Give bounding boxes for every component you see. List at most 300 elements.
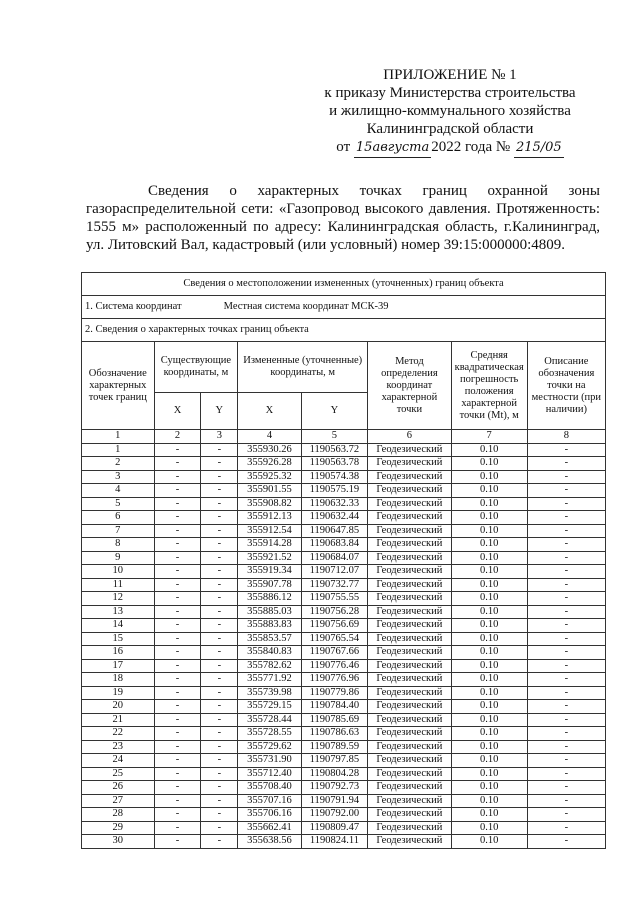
method-cell: Геодезический <box>368 781 451 795</box>
table-row <box>82 673 606 687</box>
description-cell: - <box>527 511 605 525</box>
appendix-title: ПРИЛОЖЕНИЕ № 1 <box>383 67 517 83</box>
existing-y-cell: - <box>201 700 238 714</box>
changed-x-cell: 355728.55 <box>238 727 301 741</box>
column-number: 3 <box>201 430 238 444</box>
appendix-dateline <box>300 138 600 158</box>
changed-x-cell: 355930.26 <box>238 443 301 457</box>
existing-y-cell: - <box>201 565 238 579</box>
description-cell: - <box>527 605 605 619</box>
column-number: 2 <box>154 430 201 444</box>
method-cell: Геодезический <box>368 551 451 565</box>
header-error: Средняя квадратическая погрешность положения характерной точки (Mt), м <box>451 342 527 430</box>
changed-x-cell: 355926.28 <box>238 457 301 471</box>
error-cell: 0.10 <box>451 794 527 808</box>
description-cell: - <box>527 646 605 660</box>
changed-y-cell: 1190563.72 <box>301 443 368 457</box>
error-cell: 0.10 <box>451 727 527 741</box>
error-cell: 0.10 <box>451 565 527 579</box>
existing-y-cell: - <box>201 821 238 835</box>
changed-x-cell: 355840.83 <box>238 646 301 660</box>
point-number-cell: 9 <box>82 551 155 565</box>
error-cell: 0.10 <box>451 511 527 525</box>
description-cell: - <box>527 700 605 714</box>
existing-x-cell: - <box>154 524 201 538</box>
table-row <box>82 767 606 781</box>
table-row <box>82 659 606 673</box>
changed-y-cell: 1190732.77 <box>301 578 368 592</box>
table-row <box>82 605 606 619</box>
description-cell: - <box>527 659 605 673</box>
changed-y-cell: 1190632.33 <box>301 497 368 511</box>
intro-text: Сведения о характерных точках границ охранной зоны газораспределительной сети: «Газопровод высокого давления. Протяженность: 1555 м» расположенный по адресу: Калининградская область, г.Калининград, ул. Литовский Вал, кадастровый (или условный) номер 39:15:000000:4809. <box>86 183 600 253</box>
table-row <box>82 686 606 700</box>
table-row <box>82 727 606 741</box>
changed-x-cell: 355907.78 <box>238 578 301 592</box>
method-cell: Геодезический <box>368 686 451 700</box>
existing-x-cell: - <box>154 700 201 714</box>
table-row <box>82 470 606 484</box>
table-row <box>82 497 606 511</box>
method-cell: Геодезический <box>368 767 451 781</box>
error-cell: 0.10 <box>451 754 527 768</box>
points-label-row <box>82 319 606 342</box>
error-cell: 0.10 <box>451 646 527 660</box>
existing-x-cell: - <box>154 794 201 808</box>
description-cell: - <box>527 565 605 579</box>
changed-y-cell: 1190647.85 <box>301 524 368 538</box>
table-row <box>82 592 606 606</box>
changed-x-cell: 355731.90 <box>238 754 301 768</box>
changed-y-cell: 1190779.86 <box>301 686 368 700</box>
table-row <box>82 524 606 538</box>
point-number-cell: 11 <box>82 578 155 592</box>
table-row <box>82 835 606 849</box>
system-label: 1. Система координат <box>85 301 182 312</box>
point-number-cell: 16 <box>82 646 155 660</box>
existing-y-cell: - <box>201 443 238 457</box>
table-row <box>82 808 606 822</box>
description-cell: - <box>527 821 605 835</box>
existing-y-cell: - <box>201 835 238 849</box>
header-designation: Обозначение характерных точек границ <box>82 342 155 430</box>
error-cell: 0.10 <box>451 740 527 754</box>
header-description: Описание обозначения точки на местности (при наличии) <box>527 342 605 430</box>
error-cell: 0.10 <box>451 443 527 457</box>
header-changed-y: Y <box>301 393 368 430</box>
table-row <box>82 538 606 552</box>
point-number-cell: 12 <box>82 592 155 606</box>
existing-x-cell: - <box>154 754 201 768</box>
existing-x-cell: - <box>154 821 201 835</box>
method-cell: Геодезический <box>368 646 451 660</box>
handwritten-date: 15августа <box>354 139 431 158</box>
method-cell: Геодезический <box>368 538 451 552</box>
method-cell: Геодезический <box>368 794 451 808</box>
changed-y-cell: 1190792.00 <box>301 808 368 822</box>
error-cell: 0.10 <box>451 538 527 552</box>
changed-x-cell: 355706.16 <box>238 808 301 822</box>
error-cell: 0.10 <box>451 551 527 565</box>
description-cell: - <box>527 484 605 498</box>
existing-x-cell: - <box>154 808 201 822</box>
column-number: 5 <box>301 430 368 444</box>
error-cell: 0.10 <box>451 686 527 700</box>
date-year-text: 2022 года № <box>431 139 511 155</box>
changed-x-cell: 355883.83 <box>238 619 301 633</box>
table-row <box>82 457 606 471</box>
method-cell: Геодезический <box>368 511 451 525</box>
changed-x-cell: 355708.40 <box>238 781 301 795</box>
existing-x-cell: - <box>154 497 201 511</box>
changed-y-cell: 1190755.55 <box>301 592 368 606</box>
error-cell: 0.10 <box>451 605 527 619</box>
error-cell: 0.10 <box>451 578 527 592</box>
point-number-cell: 30 <box>82 835 155 849</box>
existing-x-cell: - <box>154 740 201 754</box>
method-cell: Геодезический <box>368 713 451 727</box>
existing-x-cell: - <box>154 470 201 484</box>
method-cell: Геодезический <box>368 700 451 714</box>
changed-x-cell: 355662.41 <box>238 821 301 835</box>
description-cell: - <box>527 808 605 822</box>
existing-y-cell: - <box>201 497 238 511</box>
existing-x-cell: - <box>154 673 201 687</box>
header-row-1 <box>82 342 606 393</box>
point-number-cell: 25 <box>82 767 155 781</box>
description-cell: - <box>527 713 605 727</box>
method-cell: Геодезический <box>368 443 451 457</box>
table-row <box>82 632 606 646</box>
point-number-cell: 22 <box>82 727 155 741</box>
method-cell: Геодезический <box>368 632 451 646</box>
table-row <box>82 781 606 795</box>
coordinate-system-cell <box>82 296 606 319</box>
error-cell: 0.10 <box>451 659 527 673</box>
changed-y-cell: 1190791.94 <box>301 794 368 808</box>
column-number: 4 <box>238 430 301 444</box>
changed-x-cell: 355912.54 <box>238 524 301 538</box>
changed-y-cell: 1190574.38 <box>301 470 368 484</box>
changed-x-cell: 355901.55 <box>238 484 301 498</box>
existing-y-cell: - <box>201 578 238 592</box>
error-cell: 0.10 <box>451 497 527 511</box>
changed-y-cell: 1190684.07 <box>301 551 368 565</box>
point-number-cell: 5 <box>82 497 155 511</box>
point-number-cell: 6 <box>82 511 155 525</box>
description-cell: - <box>527 794 605 808</box>
changed-y-cell: 1190824.11 <box>301 835 368 849</box>
points-label: 2. Сведения о характерных точках границ объекта <box>82 319 606 342</box>
description-cell: - <box>527 781 605 795</box>
system-value: Местная система координат МСК-39 <box>223 301 389 312</box>
description-cell: - <box>527 673 605 687</box>
changed-x-cell: 355925.32 <box>238 470 301 484</box>
table-row <box>82 646 606 660</box>
existing-x-cell: - <box>154 781 201 795</box>
method-cell: Геодезический <box>368 659 451 673</box>
appendix-header <box>300 66 600 158</box>
table-row <box>82 700 606 714</box>
date-from-label: от <box>336 139 351 155</box>
point-number-cell: 7 <box>82 524 155 538</box>
existing-y-cell: - <box>201 551 238 565</box>
description-cell: - <box>527 754 605 768</box>
method-cell: Геодезический <box>368 808 451 822</box>
description-cell: - <box>527 497 605 511</box>
point-number-cell: 23 <box>82 740 155 754</box>
method-cell: Геодезический <box>368 754 451 768</box>
changed-y-cell: 1190683.84 <box>301 538 368 552</box>
point-number-cell: 19 <box>82 686 155 700</box>
description-cell: - <box>527 727 605 741</box>
coordinates-table <box>81 272 606 849</box>
changed-y-cell: 1190809.47 <box>301 821 368 835</box>
existing-x-cell: - <box>154 592 201 606</box>
existing-x-cell: - <box>154 605 201 619</box>
method-cell: Геодезический <box>368 524 451 538</box>
error-cell: 0.10 <box>451 470 527 484</box>
changed-x-cell: 355921.52 <box>238 551 301 565</box>
existing-y-cell: - <box>201 659 238 673</box>
existing-x-cell: - <box>154 565 201 579</box>
changed-x-cell: 355914.28 <box>238 538 301 552</box>
description-cell: - <box>527 592 605 606</box>
description-cell: - <box>527 632 605 646</box>
existing-y-cell: - <box>201 524 238 538</box>
point-number-cell: 29 <box>82 821 155 835</box>
method-cell: Геодезический <box>368 470 451 484</box>
method-cell: Геодезический <box>368 673 451 687</box>
method-cell: Геодезический <box>368 457 451 471</box>
column-number: 6 <box>368 430 451 444</box>
method-cell: Геодезический <box>368 578 451 592</box>
changed-x-cell: 355908.82 <box>238 497 301 511</box>
existing-y-cell: - <box>201 592 238 606</box>
table-row <box>82 484 606 498</box>
existing-x-cell: - <box>154 538 201 552</box>
table-row <box>82 713 606 727</box>
column-number: 8 <box>527 430 605 444</box>
error-cell: 0.10 <box>451 781 527 795</box>
changed-x-cell: 355728.44 <box>238 713 301 727</box>
changed-y-cell: 1190765.54 <box>301 632 368 646</box>
description-cell: - <box>527 740 605 754</box>
changed-x-cell: 355886.12 <box>238 592 301 606</box>
table-row <box>82 511 606 525</box>
point-number-cell: 17 <box>82 659 155 673</box>
table-row <box>82 754 606 768</box>
error-cell: 0.10 <box>451 632 527 646</box>
point-number-cell: 24 <box>82 754 155 768</box>
changed-x-cell: 355885.03 <box>238 605 301 619</box>
changed-y-cell: 1190804.28 <box>301 767 368 781</box>
point-number-cell: 10 <box>82 565 155 579</box>
existing-x-cell: - <box>154 646 201 660</box>
handwritten-number: 215/05 <box>514 139 564 158</box>
header-changed-x: X <box>238 393 301 430</box>
existing-y-cell: - <box>201 727 238 741</box>
existing-y-cell: - <box>201 470 238 484</box>
point-number-cell: 8 <box>82 538 155 552</box>
changed-x-cell: 355919.34 <box>238 565 301 579</box>
changed-x-cell: 355638.56 <box>238 835 301 849</box>
method-cell: Геодезический <box>368 821 451 835</box>
error-cell: 0.10 <box>451 835 527 849</box>
existing-y-cell: - <box>201 794 238 808</box>
point-number-cell: 4 <box>82 484 155 498</box>
existing-y-cell: - <box>201 484 238 498</box>
table-row <box>82 551 606 565</box>
error-cell: 0.10 <box>451 821 527 835</box>
existing-x-cell: - <box>154 659 201 673</box>
existing-y-cell: - <box>201 781 238 795</box>
point-number-cell: 2 <box>82 457 155 471</box>
changed-y-cell: 1190756.28 <box>301 605 368 619</box>
changed-x-cell: 355729.15 <box>238 700 301 714</box>
existing-x-cell: - <box>154 632 201 646</box>
existing-x-cell: - <box>154 713 201 727</box>
existing-x-cell: - <box>154 443 201 457</box>
table-row <box>82 443 606 457</box>
error-cell: 0.10 <box>451 592 527 606</box>
header-existing-y: Y <box>201 393 238 430</box>
existing-x-cell: - <box>154 457 201 471</box>
changed-y-cell: 1190786.63 <box>301 727 368 741</box>
existing-y-cell: - <box>201 808 238 822</box>
point-number-cell: 26 <box>82 781 155 795</box>
point-number-cell: 1 <box>82 443 155 457</box>
description-cell: - <box>527 551 605 565</box>
system-row <box>82 296 606 319</box>
point-number-cell: 28 <box>82 808 155 822</box>
existing-y-cell: - <box>201 713 238 727</box>
method-cell: Геодезический <box>368 835 451 849</box>
error-cell: 0.10 <box>451 673 527 687</box>
existing-x-cell: - <box>154 578 201 592</box>
existing-y-cell: - <box>201 605 238 619</box>
existing-y-cell: - <box>201 511 238 525</box>
description-cell: - <box>527 835 605 849</box>
point-number-cell: 18 <box>82 673 155 687</box>
changed-x-cell: 355771.92 <box>238 673 301 687</box>
table-row <box>82 578 606 592</box>
changed-x-cell: 355853.57 <box>238 632 301 646</box>
description-cell: - <box>527 619 605 633</box>
description-cell: - <box>527 457 605 471</box>
column-number: 7 <box>451 430 527 444</box>
changed-y-cell: 1190792.73 <box>301 781 368 795</box>
changed-x-cell: 355739.98 <box>238 686 301 700</box>
existing-y-cell: - <box>201 754 238 768</box>
error-cell: 0.10 <box>451 619 527 633</box>
error-cell: 0.10 <box>451 484 527 498</box>
existing-y-cell: - <box>201 457 238 471</box>
changed-y-cell: 1190712.07 <box>301 565 368 579</box>
table-row <box>82 821 606 835</box>
appendix-line-1: к приказу Министерства строительства <box>324 85 576 101</box>
error-cell: 0.10 <box>451 767 527 781</box>
header-method: Метод определения координат характерной точки <box>368 342 451 430</box>
existing-x-cell: - <box>154 619 201 633</box>
changed-y-cell: 1190784.40 <box>301 700 368 714</box>
header-existing-x: X <box>154 393 201 430</box>
method-cell: Геодезический <box>368 497 451 511</box>
description-cell: - <box>527 578 605 592</box>
changed-x-cell: 355707.16 <box>238 794 301 808</box>
point-number-cell: 14 <box>82 619 155 633</box>
method-cell: Геодезический <box>368 605 451 619</box>
table-row <box>82 794 606 808</box>
existing-y-cell: - <box>201 538 238 552</box>
existing-y-cell: - <box>201 673 238 687</box>
section-title-row <box>82 273 606 296</box>
changed-y-cell: 1190785.69 <box>301 713 368 727</box>
description-cell: - <box>527 538 605 552</box>
existing-y-cell: - <box>201 686 238 700</box>
existing-x-cell: - <box>154 767 201 781</box>
changed-y-cell: 1190756.69 <box>301 619 368 633</box>
existing-x-cell: - <box>154 835 201 849</box>
description-cell: - <box>527 767 605 781</box>
changed-x-cell: 355912.13 <box>238 511 301 525</box>
changed-y-cell: 1190797.85 <box>301 754 368 768</box>
changed-y-cell: 1190776.96 <box>301 673 368 687</box>
method-cell: Геодезический <box>368 740 451 754</box>
header-existing: Существующие координаты, м <box>154 342 238 393</box>
existing-x-cell: - <box>154 727 201 741</box>
point-number-cell: 3 <box>82 470 155 484</box>
intro-paragraph <box>86 182 600 254</box>
description-cell: - <box>527 686 605 700</box>
method-cell: Геодезический <box>368 592 451 606</box>
table-row <box>82 565 606 579</box>
existing-y-cell: - <box>201 646 238 660</box>
description-cell: - <box>527 443 605 457</box>
existing-y-cell: - <box>201 632 238 646</box>
table-row <box>82 619 606 633</box>
changed-y-cell: 1190563.78 <box>301 457 368 471</box>
point-number-cell: 27 <box>82 794 155 808</box>
existing-x-cell: - <box>154 511 201 525</box>
error-cell: 0.10 <box>451 524 527 538</box>
changed-x-cell: 355729.62 <box>238 740 301 754</box>
existing-y-cell: - <box>201 740 238 754</box>
column-numbers-row <box>82 430 606 444</box>
column-number: 1 <box>82 430 155 444</box>
point-number-cell: 20 <box>82 700 155 714</box>
existing-x-cell: - <box>154 686 201 700</box>
existing-x-cell: - <box>154 484 201 498</box>
changed-x-cell: 355712.40 <box>238 767 301 781</box>
point-number-cell: 21 <box>82 713 155 727</box>
changed-y-cell: 1190575.19 <box>301 484 368 498</box>
existing-y-cell: - <box>201 767 238 781</box>
point-number-cell: 13 <box>82 605 155 619</box>
changed-y-cell: 1190632.44 <box>301 511 368 525</box>
point-number-cell: 15 <box>82 632 155 646</box>
error-cell: 0.10 <box>451 457 527 471</box>
error-cell: 0.10 <box>451 700 527 714</box>
error-cell: 0.10 <box>451 808 527 822</box>
description-cell: - <box>527 470 605 484</box>
changed-x-cell: 355782.62 <box>238 659 301 673</box>
appendix-line-2: и жилищно-коммунального хозяйства <box>329 103 571 119</box>
appendix-line-3: Калининградской области <box>366 121 534 137</box>
table-row <box>82 740 606 754</box>
changed-y-cell: 1190767.66 <box>301 646 368 660</box>
method-cell: Геодезический <box>368 727 451 741</box>
